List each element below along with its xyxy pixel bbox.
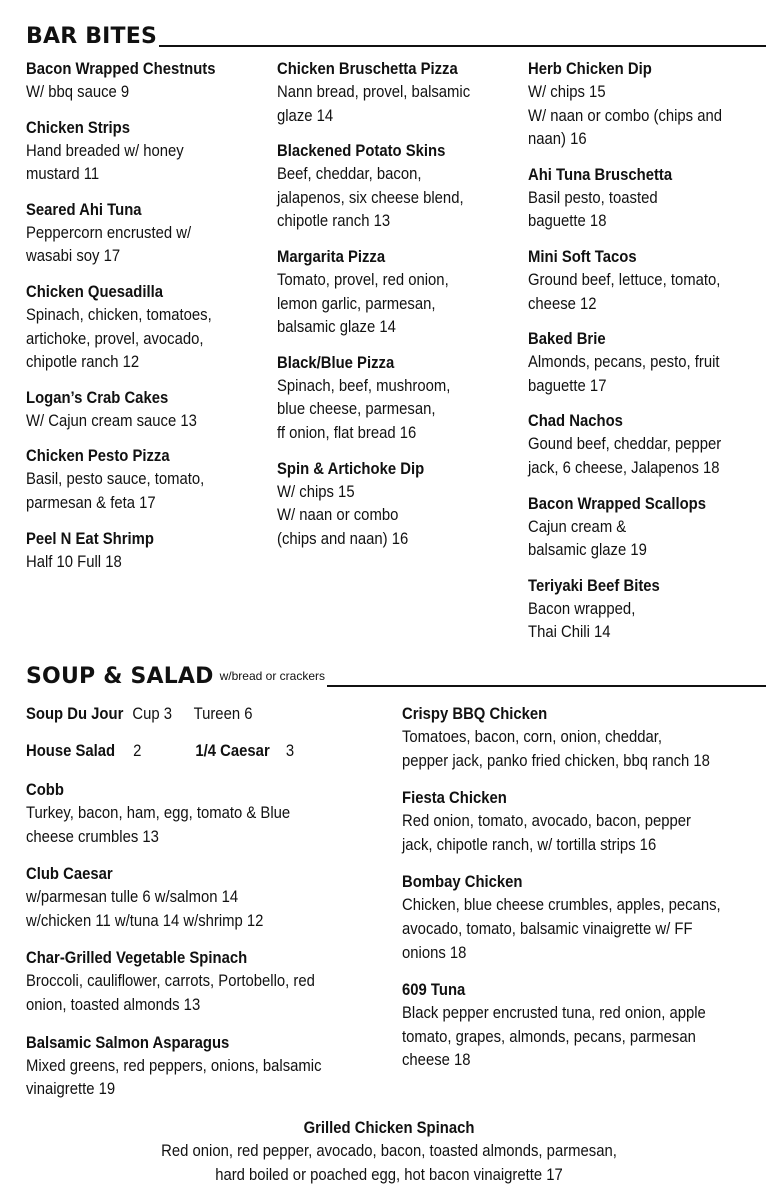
menu-item-description: jack, 6 cheese, Jalapenos 18 — [528, 458, 720, 477]
bar-bites-rule — [159, 45, 766, 47]
menu-item-description: ff onion, flat bread 16 — [277, 423, 417, 442]
menu-item-description: w/chicken 11 w/tuna 14 w/shrimp 12 — [26, 911, 264, 930]
menu-item — [26, 528, 271, 575]
soup-du-jour-name: Soup Du Jour — [26, 705, 124, 723]
menu-item-description: W/ chips 15 — [277, 482, 355, 501]
menu-item-description: Basil, pesto sauce, tomato, — [26, 470, 205, 489]
menu-item-description: W/ chips 15 — [528, 83, 606, 101]
house-salad-name: House Salad — [26, 742, 116, 760]
menu-item-description: blue cheese, parmesan, — [277, 400, 436, 419]
menu-item-description: onion, toasted almonds 13 — [26, 995, 201, 1014]
soup-salad-rule — [327, 685, 766, 687]
menu-item-description: vinaigrette 19 — [26, 1080, 116, 1099]
bar-bites-column-3 — [528, 58, 773, 657]
menu-item-description: Beef, cheddar, bacon, — [277, 165, 422, 184]
soup-salad-header — [26, 666, 766, 688]
menu-item-name: Margarita Pizza — [277, 247, 386, 266]
menu-item-description: wasabi soy 17 — [26, 247, 121, 266]
menu-item — [26, 387, 271, 434]
menu-item-name: Spin & Artichoke Dip — [277, 459, 425, 478]
menu-item-description: balsamic glaze 19 — [528, 541, 647, 560]
menu-item-name: Bombay Chicken — [402, 873, 523, 892]
menu-item — [402, 871, 772, 965]
menu-item-name: Chicken Bruschetta Pizza — [277, 60, 458, 78]
menu-item-description: lemon garlic, parmesan, — [277, 294, 436, 313]
menu-item-description: Peppercorn encrusted w/ — [26, 223, 192, 242]
menu-item — [277, 352, 522, 446]
house-salad-price: 2 — [133, 742, 142, 760]
menu-item-description: baguette 18 — [528, 212, 607, 231]
menu-item-description: Black pepper encrusted tuna, red onion, apple — [402, 1004, 706, 1023]
menu-item-name: Mini Soft Tacos — [528, 247, 637, 266]
menu-item — [26, 947, 396, 1017]
menu-item — [26, 58, 271, 105]
menu-item-description: Cajun cream & — [528, 517, 627, 536]
menu-item-description: W/ Cajun cream sauce 13 — [26, 411, 197, 430]
soup-salad-note: w/bread or crackers — [219, 669, 325, 683]
bar-bites-column-2 — [277, 58, 522, 563]
bar-bites-column-1 — [26, 58, 271, 586]
menu-item-description: Spinach, chicken, tomatoes, — [26, 305, 212, 324]
menu-item-description: jalapenos, six cheese blend, — [277, 188, 464, 207]
menu-item-description: Turkey, bacon, ham, egg, tomato & Blue — [26, 804, 291, 822]
menu-item-description: parmesan & feta 17 — [26, 493, 156, 512]
menu-item-name: Chicken Quesadilla — [26, 282, 164, 301]
menu-item-description: Tomatoes, bacon, corn, onion, cheddar, — [402, 728, 663, 746]
quarter-caesar-name: 1/4 Caesar — [195, 742, 270, 760]
featured-salad-name: Grilled Chicken Spinach — [303, 1119, 475, 1137]
menu-item-name: Peel N Eat Shrimp — [26, 529, 154, 548]
menu-item-description: cheese 12 — [528, 294, 597, 313]
menu-item — [277, 458, 522, 552]
menu-item — [528, 575, 773, 645]
menu-item-description: Nann bread, provel, balsamic — [277, 83, 471, 101]
menu-item-description: Broccoli, cauliflower, carrots, Portobello, red — [26, 972, 315, 991]
menu-item-description: jack, chipotle ranch, w/ tortilla strips 16 — [402, 835, 657, 854]
menu-item-name: Balsamic Salmon Asparagus — [26, 1033, 230, 1052]
menu-item-description: Gound beef, cheddar, pepper — [528, 435, 722, 454]
menu-item-description: artichoke, provel, avocado, — [26, 329, 204, 348]
menu-item-description: Spinach, beef, mushroom, — [277, 376, 451, 395]
menu-item-description: Half 10 Full 18 — [26, 552, 122, 571]
soup-salad-column-1 — [26, 703, 396, 1116]
bar-bites-title: BAR BITES — [26, 24, 158, 49]
menu-item-name: Chicken Pesto Pizza — [26, 447, 170, 466]
bar-bites-header — [26, 26, 766, 48]
menu-item-description: chipotle ranch 12 — [26, 353, 140, 372]
menu-item — [402, 979, 772, 1073]
menu-item — [277, 58, 522, 128]
menu-item-description: tomato, grapes, almonds, pecans, parmesan — [402, 1027, 696, 1046]
menu-item — [26, 281, 271, 375]
menu-item — [26, 863, 396, 933]
soup-cup-price: Cup 3 — [132, 705, 172, 723]
soup-salad-column-2 — [402, 703, 772, 1087]
menu-item-description: Thai Chili 14 — [528, 623, 611, 642]
menu-item-name: Herb Chicken Dip — [528, 60, 652, 78]
menu-item-description: Hand breaded w/ honey — [26, 141, 184, 160]
menu-item — [528, 328, 773, 398]
menu-item-description: Ground beef, lettuce, tomato, — [528, 270, 721, 289]
menu-item-description: W/ naan or combo (chips and — [528, 106, 722, 125]
menu-item-name: Char-Grilled Vegetable Spinach — [26, 949, 248, 968]
menu-item-description: glaze 14 — [277, 106, 334, 125]
featured-salad-line-2: hard boiled or poached egg, hot bacon vinaigrette 17 — [215, 1165, 563, 1184]
menu-item-description: w/parmesan tulle 6 w/salmon 14 — [26, 888, 239, 907]
house-salad-row — [26, 740, 359, 763]
menu-item-name: Bacon Wrapped Chestnuts — [26, 60, 216, 78]
menu-item-name: Teriyaki Beef Bites — [528, 576, 660, 595]
menu-item-name: Chicken Strips — [26, 118, 130, 137]
menu-item-name: Club Caesar — [26, 865, 113, 884]
menu-item-description: Bacon wrapped, — [528, 599, 636, 618]
menu-item — [528, 246, 773, 316]
menu-item-description: Tomato, provel, red onion, — [277, 270, 449, 289]
menu-item-description: chipotle ranch 13 — [277, 212, 391, 231]
menu-item — [528, 493, 773, 563]
menu-item-description: Mixed greens, red peppers, onions, balsamic — [26, 1056, 322, 1075]
menu-item-name: Chad Nachos — [528, 412, 623, 431]
menu-item-description: baguette 17 — [528, 376, 607, 395]
menu-item — [26, 779, 396, 849]
menu-item — [277, 246, 522, 340]
menu-item-name: 609 Tuna — [402, 981, 466, 1000]
soup-tureen-price: Tureen 6 — [193, 705, 253, 723]
menu-item-description: W/ naan or combo — [277, 506, 399, 525]
menu-item-description: cheese 18 — [402, 1051, 471, 1070]
menu-item-name: Black/Blue Pizza — [277, 353, 395, 372]
menu-item — [277, 140, 522, 234]
menu-item — [26, 117, 271, 187]
menu-item-name: Seared Ahi Tuna — [26, 200, 142, 219]
menu-item — [528, 164, 773, 234]
menu-item-description: onions 18 — [402, 943, 467, 962]
menu-item-description: pepper jack, panko fried chicken, bbq ranch 18 — [402, 751, 710, 770]
menu-item-description: mustard 11 — [26, 165, 100, 184]
menu-item-description: Chicken, blue cheese crumbles, apples, pecans, — [402, 896, 721, 915]
soup-du-jour-row — [26, 703, 359, 726]
soup-salad-items-1 — [26, 779, 396, 1102]
menu-item — [26, 1032, 396, 1102]
menu-item-name: Cobb — [26, 781, 64, 799]
menu-item — [528, 410, 773, 480]
menu-item-name: Crispy BBQ Chicken — [402, 705, 548, 723]
menu-item-name: Logan’s Crab Cakes — [26, 388, 169, 407]
menu-item-description: (chips and naan) 16 — [277, 529, 409, 548]
menu-item — [528, 58, 773, 152]
menu-item — [26, 199, 271, 269]
menu-item-description: Red onion, tomato, avocado, bacon, pepper — [402, 812, 691, 831]
menu-item-name: Ahi Tuna Bruschetta — [528, 165, 673, 184]
menu-item-description: W/ bbq sauce 9 — [26, 83, 130, 101]
menu-item — [402, 787, 772, 857]
featured-salad — [0, 1117, 778, 1187]
soup-salad-title: SOUP & SALAD — [26, 664, 214, 689]
featured-salad-line-1: Red onion, red pepper, avocado, bacon, toasted almonds, parmesan, — [161, 1142, 617, 1160]
menu-item — [26, 445, 271, 515]
menu-item-description: naan) 16 — [528, 130, 587, 149]
menu-item-name: Blackened Potato Skins — [277, 142, 446, 161]
menu-item-description: avocado, tomato, balsamic vinaigrette w/ FF — [402, 919, 693, 938]
menu-item — [402, 703, 772, 773]
menu-item-description: balsamic glaze 14 — [277, 318, 396, 337]
menu-item-name: Bacon Wrapped Scallops — [528, 494, 706, 513]
menu-item-name: Baked Brie — [528, 330, 606, 349]
menu-item-name: Fiesta Chicken — [402, 789, 507, 808]
menu-item-description: Almonds, pecans, pesto, fruit — [528, 353, 720, 372]
menu-item-description: Basil pesto, toasted — [528, 188, 658, 207]
quarter-caesar-price: 3 — [285, 742, 295, 760]
menu-item-description: cheese crumbles 13 — [26, 827, 159, 846]
